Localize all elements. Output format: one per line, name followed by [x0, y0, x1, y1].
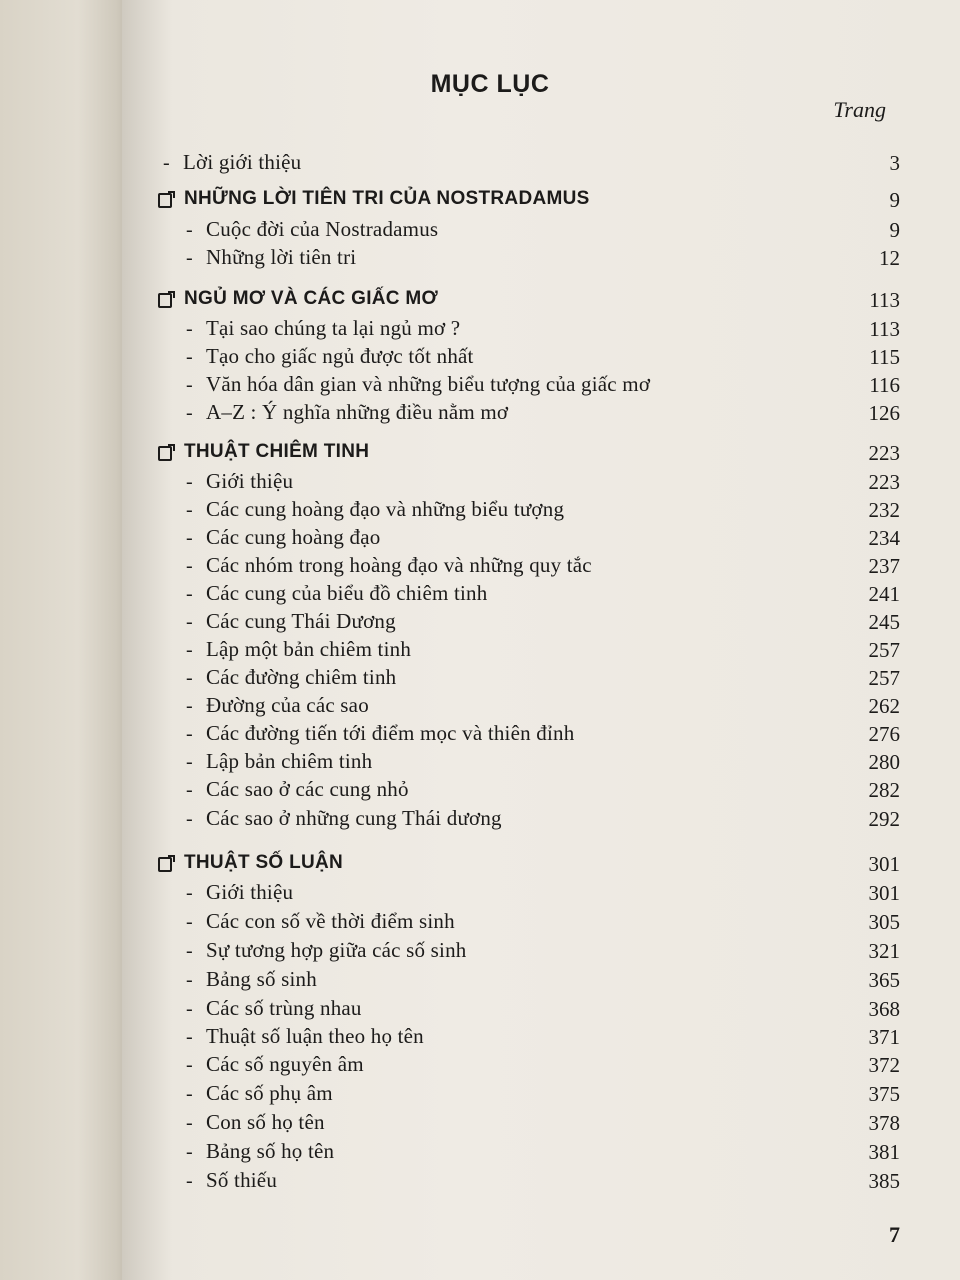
entry-label: Các sao ở các cung nhỏ [206, 777, 409, 801]
entry-page: 115 [869, 345, 900, 369]
entry-dash: - [186, 695, 193, 717]
entry-dash: - [186, 911, 193, 933]
toc-entry [0, 911, 960, 939]
entry-dash: - [186, 247, 193, 269]
entry-dash: - [186, 667, 193, 689]
entry-dash: - [186, 527, 193, 549]
entry-dash: - [186, 1112, 193, 1134]
entry-page: 321 [868, 939, 900, 963]
entry-page: 385 [868, 1169, 900, 1193]
entry-label: Các đường chiêm tinh [206, 665, 397, 689]
page-number: 7 [889, 1222, 900, 1247]
entry-page: 9 [889, 218, 900, 242]
entry-dash: - [186, 940, 193, 962]
toc-entry [0, 402, 960, 430]
toc-section-nostradamus [0, 188, 960, 218]
checkbox-icon [158, 193, 172, 208]
toc-entry [0, 1026, 960, 1054]
toc-entry [0, 583, 960, 611]
section-heading: THUẬT CHIÊM TINH [184, 441, 370, 462]
entry-label: Văn hóa dân gian và những biểu tượng của giấc mơ [206, 372, 651, 396]
entry-dash: - [163, 152, 170, 174]
entry-label: Thuật số luận theo họ tên [206, 1024, 424, 1048]
entry-dash: - [186, 751, 193, 773]
entry-page: 257 [868, 666, 900, 690]
entry-dash: - [186, 499, 193, 521]
entry-page: 126 [868, 401, 900, 425]
toc-entry [0, 318, 960, 346]
entry-dash: - [186, 374, 193, 396]
toc-entry [0, 779, 960, 807]
entry-dash: - [186, 882, 193, 904]
entry-dash: - [186, 611, 193, 633]
toc-entry [0, 808, 960, 836]
entry-dash: - [186, 318, 193, 340]
checkbox-icon [158, 293, 172, 308]
entry-label: Lập một bản chiêm tinh [206, 637, 412, 661]
entry-page: 276 [868, 722, 900, 746]
entry-page: 223 [868, 470, 900, 494]
entry-page: 292 [868, 807, 900, 831]
toc-section-numerology [0, 852, 960, 882]
entry-page: 282 [868, 778, 900, 802]
checkbox-icon [158, 857, 172, 872]
toc-entry-intro [0, 152, 960, 180]
toc-section-astrology [0, 441, 960, 471]
entry-page: 113 [869, 317, 900, 341]
entry-page: 12 [879, 246, 900, 270]
entry-label: Giới thiệu [206, 880, 294, 904]
toc-entry [0, 882, 960, 910]
entry-label: Các số nguyên âm [206, 1052, 364, 1076]
entry-page: 234 [868, 526, 900, 550]
section-page: 9 [889, 188, 900, 212]
section-page: 113 [869, 288, 900, 312]
entry-dash: - [186, 402, 193, 424]
entry-dash: - [186, 998, 193, 1020]
section-heading: THUẬT SỐ LUẬN [184, 852, 344, 873]
page-column-label: Trang [833, 97, 886, 122]
entry-label: Con số họ tên [206, 1110, 325, 1134]
toc-entry [0, 1054, 960, 1082]
entry-label: Các đường tiến tới điểm mọc và thiên đỉnh [206, 721, 575, 745]
entry-label: Tạo cho giấc ngủ được tốt nhất [206, 344, 474, 368]
entry-label: Các nhóm trong hoàng đạo và những quy tắc [206, 553, 592, 577]
entry-label: Lời giới thiệu [183, 150, 302, 174]
entry-page: 116 [869, 373, 900, 397]
entry-page: 262 [868, 694, 900, 718]
entry-dash: - [186, 779, 193, 801]
entry-dash: - [186, 969, 193, 991]
entry-label: Các cung của biểu đồ chiêm tinh [206, 581, 488, 605]
entry-label: Bảng số sinh [206, 967, 317, 991]
entry-label: Tại sao chúng ta lại ngủ mơ ? [206, 316, 461, 340]
toc-entry [0, 667, 960, 695]
entry-dash: - [186, 1141, 193, 1163]
entry-page: 301 [868, 881, 900, 905]
entry-dash: - [186, 1026, 193, 1048]
entry-label: Các sao ở những cung Thái dương [206, 806, 502, 830]
toc-entry [0, 695, 960, 723]
entry-label: Bảng số họ tên [206, 1139, 335, 1163]
entry-page: 378 [868, 1111, 900, 1135]
toc-section-dreams [0, 288, 960, 318]
entry-page: 368 [868, 997, 900, 1021]
toc-entry [0, 346, 960, 374]
toc-entry [0, 247, 960, 275]
entry-label: Lập bản chiêm tinh [206, 749, 373, 773]
entry-page: 365 [868, 968, 900, 992]
entry-label: A–Z : Ý nghĩa những điều nằm mơ [206, 400, 509, 424]
entry-page: 257 [868, 638, 900, 662]
entry-page: 371 [868, 1025, 900, 1049]
entry-label: Giới thiệu [206, 469, 294, 493]
toc-entry [0, 499, 960, 527]
entry-label: Đường của các sao [206, 693, 369, 717]
toc-entry [0, 1170, 960, 1198]
toc-entry [0, 1141, 960, 1169]
checkbox-icon [158, 446, 172, 461]
entry-page: 237 [868, 554, 900, 578]
entry-page: 280 [868, 750, 900, 774]
entry-label: Sự tương hợp giữa các số sinh [206, 938, 467, 962]
entry-dash: - [186, 1170, 193, 1192]
toc-entry [0, 555, 960, 583]
entry-page: 372 [868, 1053, 900, 1077]
entry-dash: - [186, 808, 193, 830]
entry-label: Những lời tiên tri [206, 245, 357, 269]
entry-label: Số thiếu [206, 1168, 278, 1192]
entry-label: Cuộc đời của Nostradamus [206, 217, 439, 241]
toc-entry [0, 527, 960, 555]
entry-label: Các cung hoàng đạo [206, 525, 381, 549]
page-title: MỤC LỤC [430, 70, 550, 98]
section-page: 223 [868, 441, 900, 465]
entry-page: 305 [868, 910, 900, 934]
entry-label: Các số phụ âm [206, 1081, 333, 1105]
toc-entry [0, 471, 960, 499]
entry-dash: - [186, 555, 193, 577]
entry-page: 381 [868, 1140, 900, 1164]
entry-label: Các con số về thời điểm sinh [206, 909, 455, 933]
entry-dash: - [186, 471, 193, 493]
toc-entry [0, 219, 960, 247]
section-heading: NHỮNG LỜI TIÊN TRI CỦA NOSTRADAMUS [184, 188, 590, 209]
toc-entry [0, 1112, 960, 1140]
entry-label: Các cung hoàng đạo và những biểu tượng [206, 497, 565, 521]
toc-entry [0, 998, 960, 1026]
entry-page: 232 [868, 498, 900, 522]
entry-page: 241 [868, 582, 900, 606]
entry-dash: - [186, 723, 193, 745]
entry-dash: - [186, 219, 193, 241]
entry-label: Các số trùng nhau [206, 996, 362, 1020]
entry-page: 375 [868, 1082, 900, 1106]
toc-entry [0, 723, 960, 751]
toc-entry [0, 751, 960, 779]
entry-dash: - [186, 1054, 193, 1076]
toc-entry [0, 969, 960, 997]
section-page: 301 [868, 852, 900, 876]
toc-entry [0, 611, 960, 639]
toc-entry [0, 374, 960, 402]
entry-page: 3 [889, 151, 900, 175]
entry-dash: - [186, 1083, 193, 1105]
toc-entry [0, 639, 960, 667]
entry-page: 245 [868, 610, 900, 634]
toc-entry [0, 1083, 960, 1111]
entry-label: Các cung Thái Dương [206, 609, 396, 633]
toc-entry [0, 940, 960, 968]
entry-dash: - [186, 639, 193, 661]
entry-dash: - [186, 583, 193, 605]
entry-dash: - [186, 346, 193, 368]
section-heading: NGỦ MƠ VÀ CÁC GIẤC MƠ [184, 288, 439, 309]
